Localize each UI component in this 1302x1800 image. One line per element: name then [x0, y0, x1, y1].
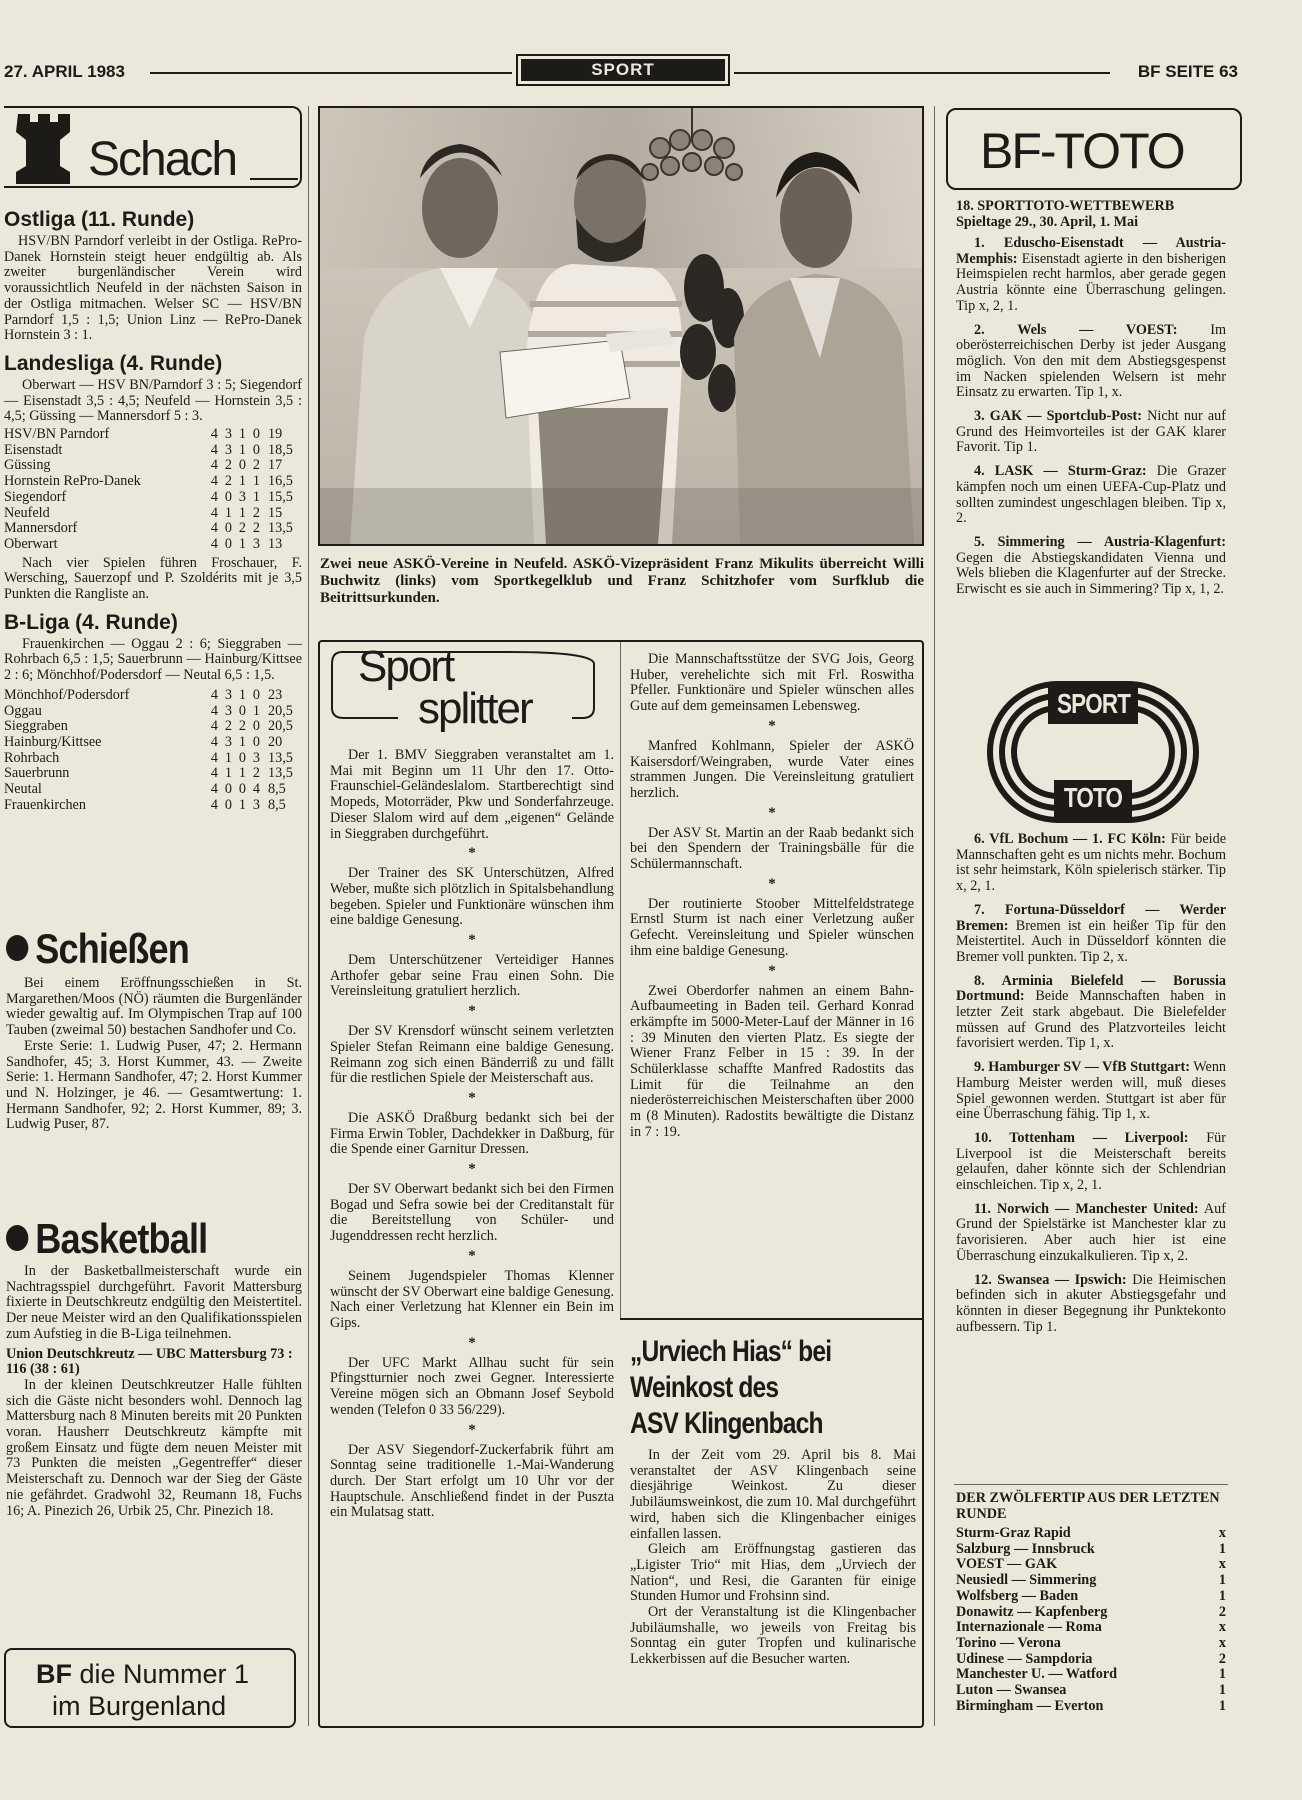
- splitter-item: Der UFC Markt Allhau sucht für sein Pfingstturnier noch zwei Gegner. Interessierte Vereine mögen sich an Obmann Josef Seybold wenden (Telefon 0 33 56/229).: [330, 1354, 614, 1418]
- cell-team: Hornstein RePro-Danek: [4, 473, 141, 490]
- basketball-title: [6, 1216, 261, 1262]
- cell-p: 8,5: [268, 796, 286, 813]
- landesliga-note: Nach vier Spielen führen Froschauer, F. Wersching, Sauerzopf und P. Szoldérits mit je 3,5 Punkten die Rangliste an.: [4, 554, 302, 603]
- cell-team: Frauenkirchen: [4, 796, 86, 813]
- table-row: [956, 1683, 1226, 1699]
- cell-v: 3: [252, 535, 260, 552]
- schiessen-section: [6, 926, 302, 1133]
- splitter-item: Der ASV St. Martin an der Raab bedankt sich bei den Spendern der Trainingsbälle für die Schülermannschaft.: [630, 824, 914, 873]
- zwoelf-match: Luton — Swansea: [956, 1682, 1067, 1699]
- cell-v: 3: [252, 796, 260, 813]
- zwoelf-match: Neusiedl — Simmering: [956, 1572, 1097, 1589]
- cell-g: 4: [210, 702, 218, 719]
- cell-team: Eisenstadt: [4, 441, 63, 458]
- cell-g: 4: [210, 796, 218, 813]
- zwoelf-tip: x: [1218, 1556, 1226, 1573]
- toto-tip: [956, 323, 1226, 402]
- toto-tip-text: Wenn Hamburg Meister werden will, muß dieses Spiel gewonnen werden. Stuttgart ist aber für eine Überraschung fähig. Tip 1, x.: [956, 1059, 1227, 1123]
- cell-u: 1: [238, 765, 246, 782]
- photo-caption: Zwei neue ASKÖ-Vereine in Neufeld. ASKÖ-Vizepräsident Franz Mikulits überreicht Willi Buchwitz (links) vom Sportkegelklub und Franz Schitzhofer vom Surfklub die Beitrittsurkunden.: [320, 556, 924, 607]
- cell-team: Sieggraben: [4, 718, 68, 735]
- urviech-title-2: Weinkost des: [630, 1371, 779, 1404]
- zwoelf-tip: x: [1218, 1634, 1226, 1651]
- cell-u: 1: [238, 426, 246, 443]
- cell-p: 23: [268, 686, 283, 703]
- cell-p: 20,5: [268, 718, 293, 735]
- basketball-title-text: Basketball: [35, 1215, 208, 1262]
- splitter-item: Seinem Jugendspieler Thomas Klenner wünscht der SV Oberwart eine baldige Genesung. Nach einer Verletzung hat Klenner ein Bein im Gips.: [330, 1267, 614, 1331]
- table-row: [4, 719, 300, 735]
- zwoelf-tip: 2: [1218, 1603, 1226, 1620]
- toto-tip-match: 3. GAK — Sportclub-Post:: [974, 408, 1142, 425]
- cell-u: 0: [238, 702, 246, 719]
- cell-v: 1: [252, 488, 260, 505]
- toto-tip-text: Auf Grund der Spielstärke ist Manchester klar zu favorisieren. Aber auch hier ist eine Überraschung einzukalkulieren. Tip x, 2.: [956, 1200, 1226, 1264]
- cell-team: Rohrbach: [4, 749, 60, 766]
- cell-p: 15: [268, 504, 283, 521]
- cell-u: 3: [238, 488, 246, 505]
- splitter-column-1: [330, 748, 614, 1521]
- toto-tip: [956, 974, 1226, 1053]
- table-row: [4, 443, 300, 459]
- zwoelf-title: DER ZWÖLFERTIP AUS DER LETZTEN RUNDE: [956, 1490, 1220, 1522]
- slogan-box: [4, 1648, 296, 1728]
- cell-s: 2: [224, 457, 232, 474]
- cell-s: 3: [224, 426, 232, 443]
- section-label-text: SPORT: [521, 59, 725, 81]
- landesliga-title: Landesliga (4. Runde): [4, 351, 223, 375]
- cell-v: 0: [252, 718, 260, 735]
- cell-g: 4: [210, 473, 218, 490]
- splitter-item: Der 1. BMV Sieggraben veranstaltet am 1. Mai mit Beginn um 11 Uhr den 17. Otto-Fraunschiel-Geländeslalom. Startberechtigt sind Mopeds, Motorräder, Pkw und Sonderfahrzeuge. Dieser Slalom wird auf dem „eigenen“ Gelände in Sieggraben durchgeführt.: [330, 747, 614, 842]
- separator-star: *: [468, 1247, 476, 1264]
- logo-word-splitter: splitter: [418, 684, 532, 733]
- cell-u: 1: [238, 441, 246, 458]
- toto-tip-match: 10. Tottenham — Liverpool:: [974, 1129, 1189, 1146]
- zwoelf-match: Sturm-Graz Rapid: [956, 1525, 1071, 1541]
- cell-u: 1: [238, 504, 246, 521]
- table-row: [4, 521, 300, 537]
- cell-u: 1: [238, 535, 246, 552]
- ostliga-text: HSV/BN Parndorf verleibt in der Ostliga. RePro-Danek Hornstein steigt heuer endgültig ab. Als zweiter burgenländischer Verein wird voraussichtlich Neufeld in der nächsten Saison in der Ostliga mitmachen. Welser SC — HSV/BN Parndorf 1,5 : 1,5; Union Linz — RePro-Danek Hornstein 3 : 1.: [4, 233, 302, 344]
- separator-star: *: [768, 875, 776, 892]
- table-row: [956, 1667, 1226, 1683]
- photo: [318, 106, 924, 546]
- table-row: [4, 427, 300, 443]
- cell-s: 0: [224, 781, 232, 798]
- schiessen-p1: Bei einem Eröffnungsschießen in St. Margarethen/Moos (NÖ) räumten die Burgenländer wieder gewaltig auf. Im Olympischen Trap auf 100 Tauben (zweimal 50) bestachen Sandhofer und Co.: [6, 975, 302, 1039]
- toto-tip-match: 5. Simmering — Austria-Klagenfurt:: [974, 533, 1226, 550]
- separator-star: *: [468, 1334, 476, 1351]
- toto-tips-a: [956, 198, 1226, 606]
- zwoelf-tip: 1: [1218, 1697, 1226, 1714]
- zwoelf-tip: 1: [1218, 1540, 1226, 1557]
- toto-tip-match: 8. Arminia Bielefeld — Borussia Dortmund:: [956, 972, 1226, 1005]
- toto-tip-text: Gegen die Abstiegskandidaten Vienna und Wels blieben die Klagenfurter auf der Strecke. Erwischt es sie auch in Simmering? Tip x, 1, 2.: [956, 549, 1226, 598]
- cell-g: 4: [210, 504, 218, 521]
- page-number: BF SEITE 63: [1137, 62, 1238, 81]
- zwoelf-match: Birmingham — Everton: [956, 1697, 1104, 1714]
- cell-team: Oberwart: [4, 535, 58, 552]
- toto-tip: [956, 464, 1226, 527]
- cell-p: 8,5: [268, 781, 286, 798]
- basketball-section: [6, 1216, 302, 1519]
- toto-tip-text: Die Heimischen befinden sich in akuter Abstiegsgefahr und könnten in dieser Begegnung ihr Punktekonto aufbessern. Tip 1.: [956, 1271, 1227, 1335]
- table-row: [4, 506, 300, 522]
- cell-v: 2: [252, 765, 260, 782]
- table-row: [4, 751, 300, 767]
- toto-tip-text: Die Grazer kämpfen noch um einen UEFA-Cup-Platz und sollten zumindest ungeschlagen bleiben. Tip x, 2.: [956, 463, 1226, 527]
- splitter-item: Der SV Oberwart bedankt sich bei den Firmen Bogad und Sefra sowie bei der Creditanstalt für die Bereitstellung von Schüler- und Jugenddressen recht herzlich.: [330, 1181, 614, 1245]
- cell-s: 3: [224, 702, 232, 719]
- toto-logo: [946, 108, 1242, 190]
- cell-v: 0: [252, 686, 260, 703]
- urviech-article: [630, 1334, 916, 1668]
- logo-word-sport: Sport: [358, 642, 454, 691]
- zwoelf-match: Udinese — Sampdoria: [956, 1650, 1093, 1667]
- emblem-bottom-text: TOTO: [1063, 782, 1123, 813]
- toto-tip: [956, 535, 1226, 598]
- bliga-text: Frauenkirchen — Oggau 2 : 6; Sieggraben — Rohrbach 6,5 : 1,5; Sauerbrunn — Hainburg/Kittsee 2 : 6; Mönchhof/Podersdorf — Neutal 6,5 : 1,5.: [4, 635, 302, 684]
- schiessen-title-text: Schießen: [35, 925, 189, 972]
- cell-team: Siegendorf: [4, 488, 67, 505]
- cell-p: 19: [268, 426, 283, 443]
- toto-tip: [956, 903, 1226, 966]
- cell-v: 1: [252, 473, 260, 490]
- cell-v: 3: [252, 749, 260, 766]
- cell-v: 0: [252, 426, 260, 443]
- bullet-icon: [6, 1225, 28, 1251]
- toto-tip: [956, 1060, 1226, 1123]
- table-row: [4, 735, 300, 751]
- toto-tip: [956, 832, 1226, 895]
- cell-u: 0: [238, 781, 246, 798]
- cell-g: 4: [210, 520, 218, 537]
- splitter-item: Der Trainer des SK Unterschützen, Alfred Weber, mußte sich plötzlich in Spitalsbehandlung begeben. Spieler und Funktionäre wünschen ihm eine baldige Genesung.: [330, 865, 614, 929]
- slogan-brand: BF: [36, 1659, 72, 1689]
- cell-g: 4: [210, 426, 218, 443]
- cell-u: 1: [238, 473, 246, 490]
- cell-u: 2: [238, 718, 246, 735]
- slogan-line1: [36, 1658, 249, 1690]
- cell-team: Neufeld: [4, 504, 50, 521]
- separator-star: *: [468, 1421, 476, 1438]
- splitter-item: Die ASKÖ Draßburg bedankt sich bei der Firma Erwin Tobler, Dachdekker in Daßburg, für die Spende einer Garnitur Dressen.: [330, 1109, 614, 1158]
- toto-tip-match: 6. VfL Bochum — 1. FC Köln:: [974, 831, 1166, 847]
- schiessen-title: [6, 926, 261, 972]
- cell-g: 4: [210, 535, 218, 552]
- cell-u: 0: [238, 457, 246, 474]
- zwoelf-match: Manchester U. — Watford: [956, 1666, 1118, 1683]
- table-row: [4, 782, 300, 798]
- schach-logo: [4, 106, 302, 188]
- splitter-item: Zwei Oberdorfer nahmen an einem Bahn-Aufbaumeeting in Baden teil. Gerhard Konrad erkämpfte im 5000-Meter-Lauf der Männer in 16 : 39 Minuten den vierten Platz. Es siegte der Wiener Franz Felber in 15 : 39. In der Schülerklasse schaffte Manfred Radostits das Limit für die Teilnahme an den niederösterreichischen Meisterschaften über 2000 m (8 Minuten). Radostits bewältigte die Distanz in 7 : 19.: [630, 982, 914, 1140]
- toto-tip-text: Nicht nur auf Grund des Heimvorteiles ist der GAK klarer Favorit. Tip 1.: [956, 408, 1226, 456]
- table-row: [4, 537, 300, 553]
- cell-p: 20,5: [268, 702, 293, 719]
- table-row: [956, 1542, 1226, 1558]
- toto-tip-match: 7. Fortuna-Düsseldorf — Werder Bremen:: [956, 901, 1226, 934]
- cell-s: 1: [224, 765, 232, 782]
- inner-divider: [620, 642, 621, 1318]
- header-rule-right: [734, 72, 1110, 74]
- zwoelf-rule: [954, 1484, 1228, 1485]
- toto-tip-match: 4. LASK — Sturm-Graz:: [974, 463, 1147, 480]
- chess-rook-icon: [8, 110, 84, 186]
- table-row: [956, 1526, 1226, 1542]
- basketball-match: Union Deutschkreutz — UBC Mattersburg 73 : 116 (38 : 61): [6, 1345, 293, 1378]
- cell-g: 4: [210, 733, 218, 750]
- page-header: [0, 52, 1302, 92]
- table-row: [4, 490, 300, 506]
- header-rule-left: [150, 72, 512, 74]
- cell-s: 2: [224, 718, 232, 735]
- toto-logo-text: BF-TOTO: [980, 123, 1184, 179]
- cell-team: Güssing: [4, 457, 51, 474]
- cell-v: 2: [252, 457, 260, 474]
- urviech-title-1: „Urviech Hias“ bei: [630, 1335, 832, 1368]
- cell-s: 3: [224, 686, 232, 703]
- cell-s: 1: [224, 749, 232, 766]
- toto-bewerb: 18. SPORTTOTO-WETTBEWERB: [956, 198, 1175, 214]
- toto-tip-match: 1. Eduscho-Eisenstadt — Austria-Memphis:: [956, 235, 1226, 267]
- slogan-line2: im Burgenland: [52, 1691, 227, 1721]
- section-label: [516, 54, 730, 86]
- table-row: [956, 1636, 1226, 1652]
- slogan-line1-text: die Nummer 1: [79, 1659, 250, 1689]
- bliga-title: B-Liga (4. Runde): [4, 610, 178, 634]
- zwoelf-match: VOEST — GAK: [956, 1556, 1058, 1573]
- splitter-item: Der ASV Siegendorf-Zuckerfabrik führt am Sonntag seine traditionelle 1.-Mai-Wanderung durch. Der Start erfolgt um 10 Uhr vor der Hauptschule. Anschließend findet in der Puszta ein Mulatsag statt.: [330, 1441, 614, 1521]
- urviech-top-rule: [620, 1318, 922, 1320]
- cell-u: 1: [238, 733, 246, 750]
- urviech-title-3: ASV Klingenbach: [630, 1407, 823, 1440]
- sportsplitter-logo: [322, 642, 612, 740]
- zwoelf-match: Donawitz — Kapfenberg: [956, 1603, 1108, 1620]
- cell-team: Mönchhof/Podersdorf: [4, 686, 130, 703]
- toto-tip-list-a: [956, 236, 1226, 598]
- cell-s: 3: [224, 733, 232, 750]
- logo-underline: [250, 178, 298, 180]
- splitter-item: Der SV Krensdorf wünscht seinem verletzten Spieler Stefan Reimann eine baldige Genesung. Reimann zog sich einen Bänderriß zu und fällt für die restlichen Spiele der Meisterschaft aus.: [330, 1023, 614, 1087]
- table-row: [956, 1652, 1226, 1668]
- toto-tip: [956, 1131, 1226, 1194]
- cell-s: 0: [224, 488, 232, 505]
- cell-p: 16,5: [268, 473, 293, 490]
- ostliga-title: Ostliga (11. Runde): [4, 208, 195, 231]
- separator-star: *: [468, 1003, 476, 1020]
- zwoelf-tip: x: [1218, 1525, 1226, 1541]
- table-row: [956, 1620, 1226, 1636]
- toto-tip: [956, 236, 1226, 315]
- zwoelf-match: Wolfsberg — Baden: [956, 1587, 1079, 1604]
- table-row: [4, 766, 300, 782]
- table-row: [956, 1573, 1226, 1589]
- cell-p: 13,5: [268, 749, 293, 766]
- cell-u: 0: [238, 749, 246, 766]
- cell-g: 4: [210, 686, 218, 703]
- table-row: [956, 1699, 1226, 1715]
- table-row: [4, 798, 300, 814]
- zwoelf-tip: x: [1218, 1619, 1226, 1636]
- bliga-table: [4, 688, 300, 814]
- cell-team: Mannersdorf: [4, 520, 78, 537]
- toto-tip-list-b: [956, 832, 1226, 1343]
- zwoelf-tip: 1: [1218, 1572, 1226, 1589]
- cell-s: 0: [224, 796, 232, 813]
- basketball-p2: In der kleinen Deutschkreutzer Halle fühlten sich die Gäste nicht besonders wohl. Dennoch lag Mattersburg nach 8 Minuten bereits mit 20 Punkten voran. Hausherr Deutschkreutz kämpfte mit großem Einsatz und fügte dem neuen Meister mit 73 Punkten die meisten „Gegentreffer“ dieser Meisterschaft zu. Dennoch war der Sieg der Gäste nie gefährdet. Gradwohl 32, Reumann 18, Fuchs 16; A. Pinezich 26, Urbik 25, Chr. Pinezich 18.: [6, 1376, 302, 1519]
- cell-g: 4: [210, 749, 218, 766]
- toto-tip-text: Beide Mannschaften haben in letzter Zeit stark abgebaut. Die Bielefelder müssen auf Grund des Platzvorteiles leicht favorisiert werden. Tip 1, x.: [956, 988, 1226, 1052]
- table-row: [4, 688, 300, 704]
- zwoelf-tip: 1: [1218, 1587, 1226, 1604]
- cell-u: 1: [238, 796, 246, 813]
- toto-tip-text: Bremen ist ein heißer Tip für den Meistertitel. Auch in Düsseldorf könnten die Bremer voll punkten. Tip 2, x.: [956, 917, 1226, 965]
- cell-team: Hainburg/Kittsee: [4, 733, 102, 750]
- sport-toto-emblem: [986, 680, 1200, 824]
- sportsplitter-box: [318, 640, 924, 1728]
- separator-star: *: [468, 845, 476, 862]
- schiessen-p2: Erste Serie: 1. Ludwig Puser, 47; 2. Hermann Sandhofer, 45; 3. Horst Kummer, 43. — Zweite Serie: 1. Hermann Sandhofer, 47; 2. Horst Kummer und N. Holzinger, je 46. — Gesamtwertung: 1. Hermann Sandhofer, 92; 2. Horst Kummer, 89; 3. Ludwig Puser, 87.: [6, 1037, 302, 1133]
- bullet-icon: [6, 935, 28, 961]
- urviech-p3: Ort der Veranstaltung ist die Klingenbacher Jubiläumshalle, wo jeweils von Freitag bis Sonntag ein guter Tropfen und kulinarische Lekkerbissen auf die Besucher warten.: [630, 1604, 916, 1668]
- cell-p: 13,5: [268, 765, 293, 782]
- zwoelf-tip: 1: [1218, 1682, 1226, 1699]
- urviech-p2: Gleich am Eröffnungstag gastieren das „Ligister Trio“ mit Hias, dem „Urviech der Nation“, und Resi, die Garanten für einige Stunden Humor und Frohsinn sind.: [630, 1541, 916, 1605]
- emblem-top-text: SPORT: [1057, 688, 1131, 719]
- cell-v: 1: [252, 702, 260, 719]
- cell-g: 4: [210, 457, 218, 474]
- photo-image: [320, 108, 922, 544]
- separator-star: *: [768, 962, 776, 979]
- table-row: [956, 1605, 1226, 1621]
- zwoelf-match: Torino — Verona: [956, 1634, 1061, 1651]
- splitter-item: Der routinierte Stoober Mittelfeldstratege Ernstl Sturm ist nach einer Verletzung außer Gefecht. Vereinsleitung und Spieler wünschen ihm eine baldige Genesung.: [630, 895, 914, 959]
- cell-v: 0: [252, 733, 260, 750]
- separator-star: *: [768, 804, 776, 821]
- cell-v: 0: [252, 441, 260, 458]
- table-row: [956, 1557, 1226, 1573]
- cell-v: 2: [252, 504, 260, 521]
- landesliga-table: [4, 427, 300, 553]
- splitter-column-2: [630, 652, 914, 1141]
- schach-logo-text: Schach: [88, 133, 237, 186]
- table-row: [4, 704, 300, 720]
- zwoelf-table: [956, 1526, 1226, 1714]
- separator-star: *: [468, 1161, 476, 1178]
- cell-s: 0: [224, 535, 232, 552]
- separator-star: *: [468, 932, 476, 949]
- cell-v: 4: [252, 781, 260, 798]
- cell-p: 15,5: [268, 488, 293, 505]
- cell-u: 2: [238, 520, 246, 537]
- cell-g: 4: [210, 781, 218, 798]
- splitter-item: Die Mannschaftsstütze der SVG Jois, Georg Huber, verehelichte sich mit Frl. Roswitha Pfeller. Funktionäre und Spieler wünschen alles Gute auf dem gemeinsamen Lebensweg.: [630, 651, 914, 715]
- cell-team: Sauerbrunn: [4, 765, 70, 782]
- cell-team: Oggau: [4, 702, 42, 719]
- table-row: [956, 1589, 1226, 1605]
- toto-tip-text: Für beide Mannschaften geht es um nichts mehr. Bochum ist sehr heimstark, Köln spielerisch stärker. Tip x, 2, 1.: [956, 831, 1227, 895]
- cell-u: 1: [238, 686, 246, 703]
- cell-p: 20: [268, 733, 283, 750]
- cell-s: 1: [224, 504, 232, 521]
- table-row: [4, 474, 300, 490]
- cell-p: 17: [268, 457, 283, 474]
- cell-s: 3: [224, 441, 232, 458]
- toto-tip-text: Eisenstadt agierte in den bisherigen Heimspielen recht harmlos, aber gerade gegen Austria könnte eine Überraschung gelingen. Tip x, 2, 1.: [956, 250, 1227, 314]
- cell-s: 2: [224, 473, 232, 490]
- cell-p: 13: [268, 535, 283, 552]
- toto-tip-match: 9. Hamburger SV — VfB Stuttgart:: [974, 1059, 1190, 1076]
- toto-tip-text: Im oberösterreichischen Derby ist jeder Ausgang möglich. Von den mit dem Abstiegsgespenst im Nacken spielenden Welsern ist mehr Einsatz zu erwarten. Tip 1, x.: [956, 321, 1227, 401]
- cell-team: HSV/BN Parndorf: [4, 426, 110, 443]
- toto-spieltage: Spieltage 29., 30. April, 1. Mai: [956, 214, 1139, 230]
- column-divider: [934, 106, 935, 1726]
- zwoelfertip: [956, 1490, 1226, 1714]
- urviech-p1: In der Zeit vom 29. April bis 8. Mai veranstaltet der ASV Klingenbach seine diesjährige Weinkost. Zu dieser Jubiläumsweinkost, die zum 10. Mal durchgeführt wird, haben sich die Klingenbacher einiges einfallen lassen.: [630, 1447, 916, 1542]
- cell-p: 18,5: [268, 441, 293, 458]
- cell-team: Neutal: [4, 781, 42, 798]
- toto-tip-match: 11. Norwich — Manchester United:: [974, 1200, 1199, 1217]
- cell-s: 0: [224, 520, 232, 537]
- toto-tip-match: 12. Swansea — Ipswich:: [974, 1271, 1127, 1288]
- cell-g: 4: [210, 488, 218, 505]
- splitter-item: Manfred Kohlmann, Spieler der ASKÖ Kaisersdorf/Weingraben, wurde Vater eines strammen Jungen. Die Vereinsleitung gratuliert herzlich.: [630, 737, 914, 801]
- zwoelf-tip: 1: [1218, 1666, 1226, 1683]
- toto-tip: [956, 1202, 1226, 1265]
- splitter-item: Dem Unterschützener Verteidiger Hannes Arthofer gebar seine Frau einen Sohn. Die Vereinsleitung gratuliert herzlich.: [330, 952, 614, 1000]
- cell-g: 4: [210, 441, 218, 458]
- toto-tip-text: Für Liverpool ist die Meisterschaft bereits gelaufen, daher könnte sich der Schlendrian einschleichen. Tip x, 2, 1.: [956, 1129, 1227, 1194]
- toto-tip: [956, 1273, 1226, 1336]
- cell-p: 13,5: [268, 520, 293, 537]
- schach-section: [4, 208, 302, 814]
- toto-tip-match: 2. Wels — VOEST:: [974, 321, 1178, 338]
- separator-star: *: [768, 717, 776, 734]
- toto-tip: [956, 409, 1226, 456]
- landesliga-text: Oberwart — HSV BN/Parndorf 3 : 5; Siegendorf — Eisenstadt 3,5 : 4,5; Neufeld — Hornstein 3,5 : 4,5; Güssing — Mannersdorf 5 : 3.: [4, 376, 302, 425]
- separator-star: *: [468, 1089, 476, 1106]
- table-row: [4, 458, 300, 474]
- basketball-p1: In der Basketballmeisterschaft wurde ein Nachtragsspiel durchgeführt. Favorit Mattersburg fixierte in Deutschkreutz endgültig den Meistertitel. Der neue Meister wird an den Qualifikationsspielen zum Aufstieg in die B-Liga teilnehmen.: [6, 1263, 302, 1342]
- issue-date: 27. APRIL 1983: [4, 62, 125, 81]
- zwoelf-match: Internazionale — Roma: [956, 1619, 1102, 1636]
- zwoelf-tip: 2: [1218, 1650, 1226, 1667]
- zwoelf-match: Salzburg — Innsbruck: [956, 1540, 1095, 1557]
- column-divider: [308, 106, 309, 1726]
- cell-g: 4: [210, 718, 218, 735]
- cell-g: 4: [210, 765, 218, 782]
- cell-v: 2: [252, 520, 260, 537]
